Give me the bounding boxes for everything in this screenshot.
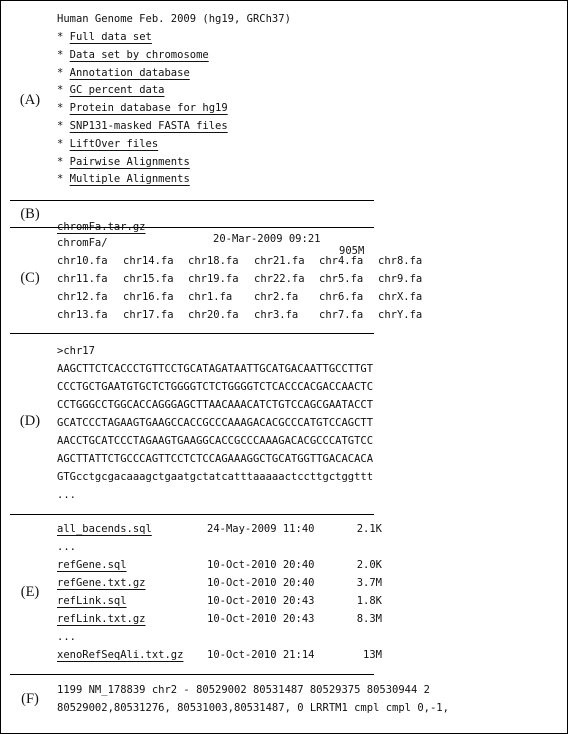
bullet-marker: *: [57, 102, 70, 115]
sequence-line: AACCTGCATCCCTAGAAGTGAAGGCACCGCCCAAAGACACGCCCATGTCC: [57, 435, 374, 447]
file-size: 3.7M: [356, 577, 382, 589]
panel-label-b: (B): [20, 206, 40, 222]
file-size: 13M: [363, 649, 382, 661]
panel-a-link[interactable]: Pairwise Alignments: [69, 155, 190, 168]
panel-a-title: Human Genome Feb. 2009 (hg19, GRCh37): [57, 13, 291, 25]
sequence-line: AAGCTTCTCACCCTGTTCCTGCATAGATAATTGCATGACAATTGCCTTGT: [57, 363, 374, 375]
chromosome-file: chr4.fa: [319, 255, 364, 267]
file-size: 2.1K: [356, 523, 382, 535]
file-link[interactable]: xenoRefSeqAli.txt.gz: [57, 649, 184, 661]
chromosome-file: chr13.fa: [57, 309, 108, 321]
bullet-marker: *: [57, 48, 70, 61]
file-link[interactable]: refGene.sql: [57, 559, 127, 571]
panel-a-item: [57, 31, 152, 43]
bullet-marker: *: [57, 155, 70, 168]
listing-ellipsis: ...: [57, 631, 76, 643]
chromosome-file: chr14.fa: [123, 255, 174, 267]
chromosome-file: chr2.fa: [254, 291, 299, 303]
file-date: 10-Oct-2010 20:43: [207, 613, 315, 625]
chromosome-file: chr17.fa: [123, 309, 174, 321]
chromosome-file: chr6.fa: [319, 291, 364, 303]
file-size: 1.8K: [356, 595, 382, 607]
panel-a-item: [57, 120, 228, 132]
file-date: 10-Oct-2010 20:40: [207, 559, 315, 571]
bullet-marker: *: [57, 66, 70, 79]
bullet-marker: *: [57, 120, 70, 132]
chromosome-file: chr3.fa: [254, 309, 299, 321]
chromosome-file: chrX.fa: [378, 291, 423, 303]
file-date: 10-Oct-2010 21:14: [207, 649, 315, 661]
panel-a-link[interactable]: SNP131-masked FASTA files: [69, 120, 228, 132]
chromosome-file: chr18.fa: [188, 255, 239, 267]
chromosome-file: chr8.fa: [378, 255, 423, 267]
panel-a-link[interactable]: Data set by chromosome: [69, 48, 209, 61]
chromosome-file: chr5.fa: [319, 273, 364, 285]
file-date: 10-Oct-2010 20:43: [207, 595, 315, 607]
panel-a-link[interactable]: LiftOver files: [69, 137, 159, 150]
chromosome-file: chr15.fa: [123, 273, 174, 285]
panel-a-link[interactable]: Multiple Alignments: [69, 173, 190, 186]
sequence-line: AGCTTATTCTGCCCAGTTCCTCTCCAGAAAGGCTGCATGGTTGACACACA: [57, 453, 374, 465]
panel-c-dir: chromFa/: [57, 237, 108, 249]
panel-a-item: [57, 49, 209, 61]
bullet-marker: *: [57, 84, 70, 97]
panel-label-a: (A): [19, 92, 41, 108]
panel-a-item: [57, 156, 190, 168]
panel-f-line2: 80529002,80531276, 80531003,80531487, 0 LRRTM1 cmpl cmpl 0,-1,: [57, 702, 449, 714]
chromosome-file: chr22.fa: [254, 273, 305, 285]
chromosome-file: chr7.fa: [319, 309, 364, 321]
divider: [10, 674, 374, 675]
panel-a-item: [57, 173, 190, 185]
sequence-ellipsis: ...: [57, 489, 76, 501]
bullet-marker: *: [57, 31, 70, 43]
panel-b-file[interactable]: chromFa.tar.gz: [57, 221, 146, 233]
sequence-line: GTGcctgcgacaaagctgaatgctatcatttaaaaactccttgctggttt: [57, 471, 374, 483]
chromosome-file: chrY.fa: [378, 309, 423, 321]
chromosome-file: chr1.fa: [188, 291, 233, 303]
panel-label-c: (C): [20, 270, 40, 286]
panel-label-d: (D): [19, 413, 41, 429]
divider: [10, 514, 374, 515]
panel-b-row: [57, 209, 365, 257]
divider: [10, 227, 374, 228]
panel-a-link[interactable]: GC percent data: [69, 84, 165, 97]
chromosome-file: chr9.fa: [378, 273, 423, 285]
bullet-marker: *: [57, 137, 70, 150]
chromosome-file: chr12.fa: [57, 291, 108, 303]
panel-a-item: [57, 102, 228, 114]
chromosome-file: chr20.fa: [188, 309, 239, 321]
panel-label-e: (E): [20, 584, 40, 600]
panel-a-item: [57, 138, 158, 150]
chromosome-file: chr19.fa: [188, 273, 239, 285]
file-date: 10-Oct-2010 20:40: [207, 577, 315, 589]
chromosome-file: chr16.fa: [123, 291, 174, 303]
file-link[interactable]: refLink.sql: [57, 595, 127, 607]
sequence-line: CCCTGCTGAATGTGCTCTGGGGTCTCTGGGGTCTCACCCACGACCAACTC: [57, 381, 374, 393]
sequence-line: CCTGGGCCTGGCACCAGGGAGCTTAACAAACATCTGTCCAGCGAATACCT: [57, 399, 374, 411]
listing-ellipsis: ...: [57, 541, 76, 553]
panel-a-item: [57, 67, 190, 79]
divider: [10, 333, 374, 334]
chromosome-file: chr10.fa: [57, 255, 108, 267]
sequence-line: GCATCCCTAGAAGTGAAGCCACCGCCCAAAGACACGCCCATGTCCAGCTT: [57, 417, 374, 429]
file-date: 24-May-2009 11:40: [207, 523, 315, 535]
file-link[interactable]: all_bacends.sql: [57, 523, 152, 535]
file-size: 8.3M: [356, 613, 382, 625]
panel-label-f: (F): [21, 691, 39, 707]
panel-b-size: 905M: [339, 245, 365, 257]
panel-f-line1: 1199 NM_178839 chr2 - 80529002 80531487 80529375 80530944 2: [57, 684, 430, 696]
chromosome-file: chr11.fa: [57, 273, 108, 285]
panel-a-link[interactable]: Full data set: [69, 31, 152, 43]
panel-a-link[interactable]: Annotation database: [69, 66, 190, 79]
panel-d-header: >chr17: [57, 345, 95, 357]
file-link[interactable]: refGene.txt.gz: [57, 577, 146, 589]
panel-a-link[interactable]: Protein database for hg19: [69, 102, 228, 115]
bullet-marker: *: [57, 173, 70, 186]
panel-a-item: [57, 84, 164, 96]
file-link[interactable]: refLink.txt.gz: [57, 613, 146, 625]
panel-b-date: 20-Mar-2009 09:21: [213, 233, 321, 245]
file-size: 2.0K: [356, 559, 382, 571]
divider: [10, 200, 374, 201]
chromosome-file: chr21.fa: [254, 255, 305, 267]
